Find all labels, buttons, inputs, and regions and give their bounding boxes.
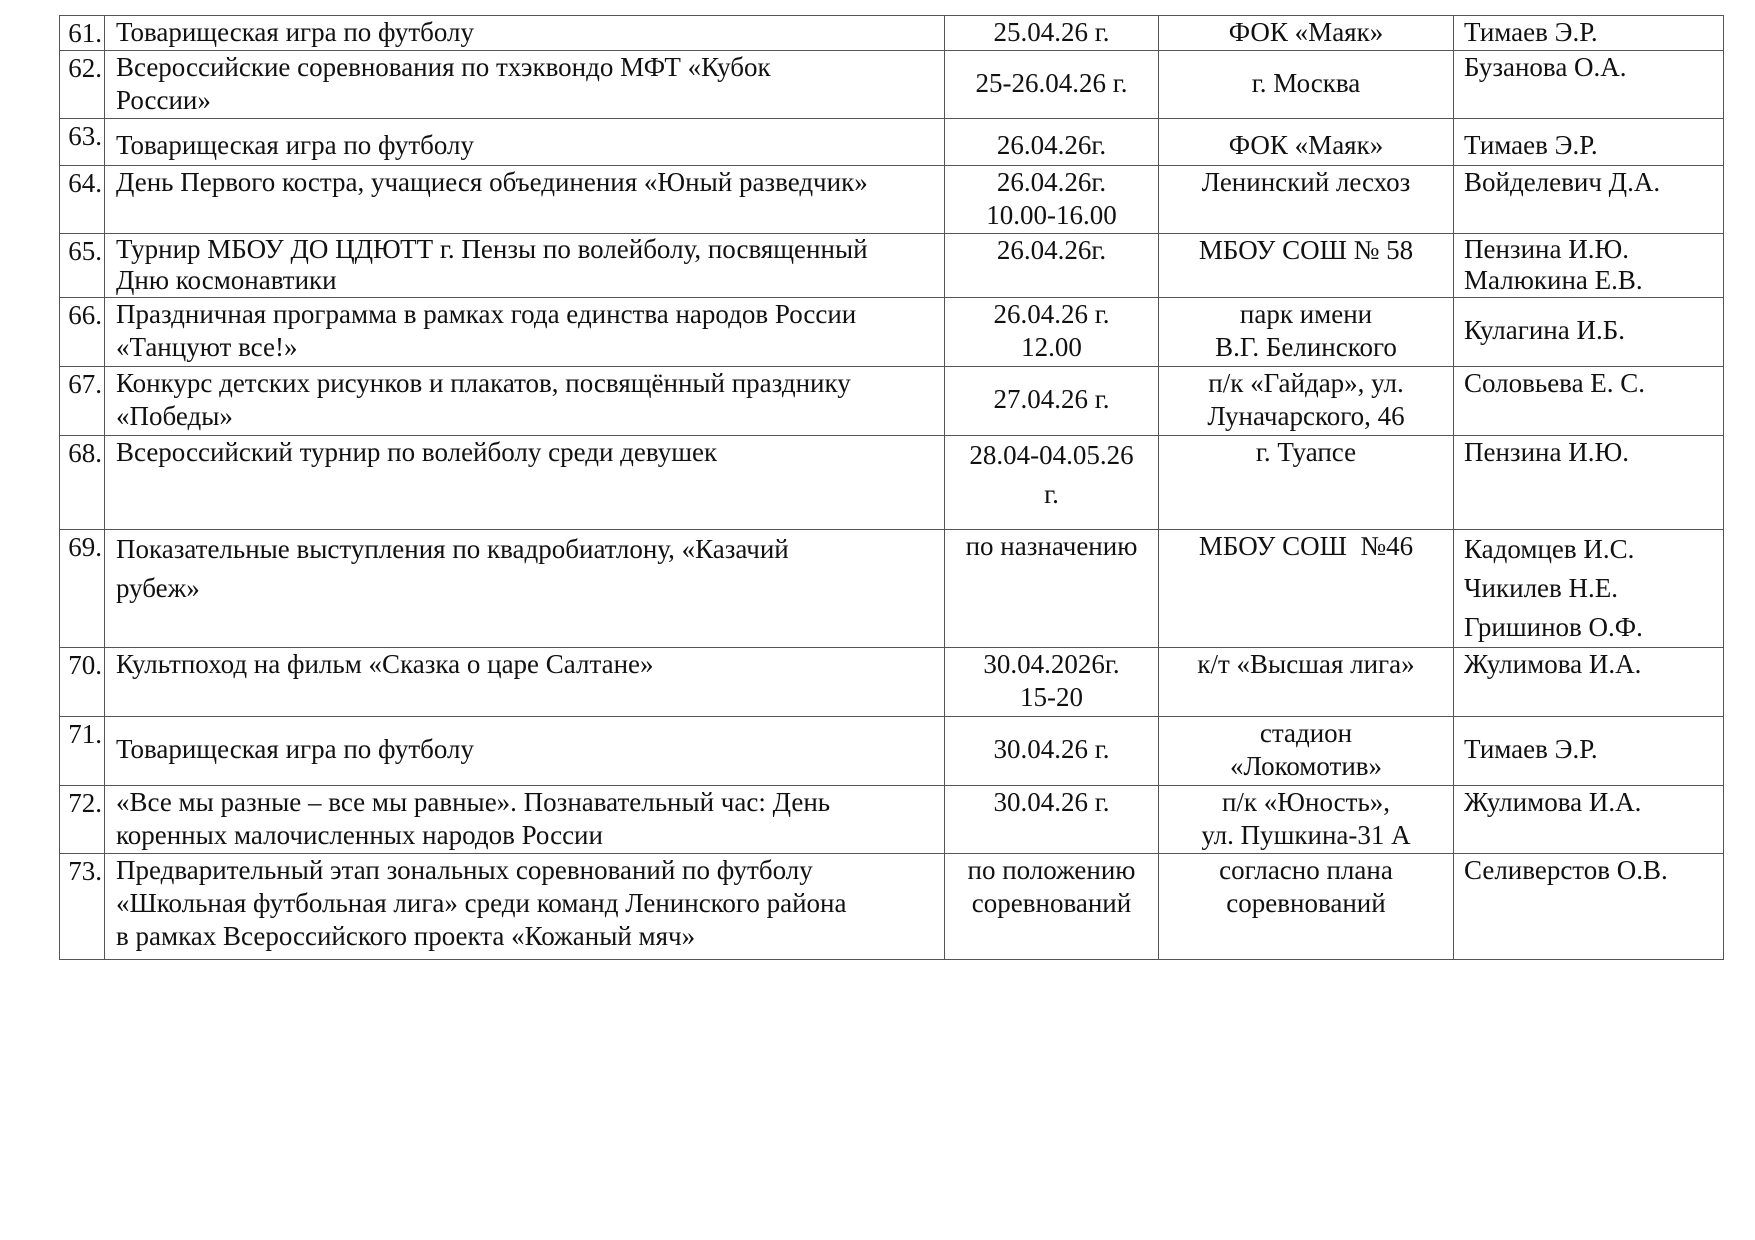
date-cell: 28.04-04.05.26 г. <box>945 436 1159 530</box>
event-cell <box>105 234 945 298</box>
responsible-cell: Соловьева Е. С. <box>1454 367 1724 436</box>
event-text: «Все мы разные – все мы равные». Познавательный час: День <box>116 787 831 817</box>
table-row <box>60 436 1724 530</box>
event-text: коренных малочисленных народов России <box>116 820 603 850</box>
place-cell: ФОК «Маяк» <box>1159 119 1454 166</box>
event-text: Конкурс детских рисунков и плакатов, посвящённый празднику <box>116 368 851 398</box>
place-cell: г. Москва <box>1159 51 1454 119</box>
date-cell: 30.04.2026г. 15-20 <box>945 648 1159 717</box>
date-cell: 26.04.26 г. 12.00 <box>945 298 1159 367</box>
event-text: рубеж» <box>116 573 200 603</box>
event-text: Товарищеская игра по футболу <box>116 17 475 47</box>
place-cell: МБОУ СОШ № 58 <box>1159 234 1454 298</box>
row-number: 67. <box>60 367 105 436</box>
row-number: 68. <box>60 436 105 530</box>
row-number: 66. <box>60 298 105 367</box>
table-row <box>60 648 1724 717</box>
place-cell: п/к «Юность», ул. Пушкина-31 А <box>1159 786 1454 854</box>
row-number: 64. <box>60 166 105 234</box>
place-cell: МБОУ СОШ №46 <box>1159 530 1454 648</box>
table-row <box>60 166 1724 234</box>
responsible-cell: Селиверстов О.В. <box>1454 854 1724 960</box>
event-cell <box>105 16 945 51</box>
responsible-cell: Кадомцев И.С. Чикилев Н.Е. Гришинов О.Ф. <box>1454 530 1724 648</box>
place-cell: п/к «Гайдар», ул. Луначарского, 46 <box>1159 367 1454 436</box>
row-number: 73. <box>60 854 105 960</box>
responsible-cell: Жулимова И.А. <box>1454 648 1724 717</box>
responsible-cell: Войделевич Д.А. <box>1454 166 1724 234</box>
event-text: Показательные выступления по квадробиатлону, «Казачий <box>116 534 789 564</box>
table-row <box>60 854 1724 960</box>
event-text: День Первого костра, учащиеся объединения «Юный разведчик» <box>116 167 868 197</box>
date-cell: 25-26.04.26 г. <box>945 51 1159 119</box>
event-text: Предварительный этап зональных соревнований по футболу <box>116 855 813 885</box>
event-text: «Танцуют все!» <box>116 332 298 362</box>
date-cell: 26.04.26г. <box>945 234 1159 298</box>
table-row <box>60 51 1724 119</box>
place-cell: г. Туапсе <box>1159 436 1454 530</box>
events-table <box>59 15 1724 960</box>
table-row <box>60 234 1724 298</box>
row-number: 71. <box>60 717 105 786</box>
date-cell: 27.04.26 г. <box>945 367 1159 436</box>
place-cell: согласно плана соревнований <box>1159 854 1454 960</box>
responsible-cell: Бузанова О.А. <box>1454 51 1724 119</box>
event-text: Всероссийский турнир по волейболу среди девушек <box>116 437 718 467</box>
responsible-cell: Тимаев Э.Р. <box>1454 16 1724 51</box>
row-number: 61. <box>60 16 105 51</box>
event-cell <box>105 530 945 648</box>
date-cell: по положению соревнований <box>945 854 1159 960</box>
event-cell <box>105 119 945 166</box>
responsible-cell: Тимаев Э.Р. <box>1454 119 1724 166</box>
event-text: Праздничная программа в рамках года единства народов России <box>116 299 857 329</box>
date-cell: 30.04.26 г. <box>945 786 1159 854</box>
responsible-cell: Жулимова И.А. <box>1454 786 1724 854</box>
table-row <box>60 786 1724 854</box>
event-text: Дню космонавтики <box>116 265 337 295</box>
responsible-cell: Кулагина И.Б. <box>1454 298 1724 367</box>
place-cell: ФОК «Маяк» <box>1159 16 1454 51</box>
place-cell: Ленинский лесхоз <box>1159 166 1454 234</box>
event-text: Товарищеская игра по футболу <box>116 130 475 160</box>
event-text: «Победы» <box>116 401 233 431</box>
table-row <box>60 530 1724 648</box>
responsible-cell: Пензина И.Ю. <box>1454 436 1724 530</box>
row-number: 72. <box>60 786 105 854</box>
row-number: 63. <box>60 119 105 166</box>
event-cell <box>105 298 945 367</box>
event-cell <box>105 717 945 786</box>
place-cell: стадион «Локомотив» <box>1159 717 1454 786</box>
row-number: 62. <box>60 51 105 119</box>
date-cell: 26.04.26г. <box>945 119 1159 166</box>
event-cell <box>105 786 945 854</box>
row-number: 65. <box>60 234 105 298</box>
event-cell <box>105 854 945 960</box>
date-cell: по назначению <box>945 530 1159 648</box>
table-row <box>60 16 1724 51</box>
event-text: «Школьная футбольная лига» среди команд Ленинского района <box>116 888 847 918</box>
event-cell <box>105 166 945 234</box>
event-cell <box>105 367 945 436</box>
responsible-cell: Тимаев Э.Р. <box>1454 717 1724 786</box>
date-cell: 25.04.26 г. <box>945 16 1159 51</box>
event-text: России» <box>116 85 211 115</box>
event-text: Культпоход на фильм «Сказка о царе Салтане» <box>116 649 654 679</box>
table-row <box>60 717 1724 786</box>
event-text: Турнир МБОУ ДО ЦДЮТТ г. Пензы по волейболу, посвященный <box>116 234 868 264</box>
event-text: Товарищеская игра по футболу <box>116 734 475 764</box>
event-cell <box>105 436 945 530</box>
event-cell <box>105 51 945 119</box>
row-number: 69. <box>60 530 105 648</box>
row-number: 70. <box>60 648 105 717</box>
place-cell: парк имени В.Г. Белинского <box>1159 298 1454 367</box>
responsible-cell: Пензина И.Ю. Малюкина Е.В. <box>1454 234 1724 298</box>
event-text: в рамках Всероссийского проекта «Кожаный мяч» <box>116 921 696 951</box>
date-cell: 26.04.26г. 10.00-16.00 <box>945 166 1159 234</box>
table-row <box>60 298 1724 367</box>
table-row <box>60 119 1724 166</box>
table-row <box>60 367 1724 436</box>
event-cell <box>105 648 945 717</box>
place-cell: к/т «Высшая лига» <box>1159 648 1454 717</box>
event-text: Всероссийские соревнования по тхэквондо МФТ «Кубок <box>116 52 771 82</box>
date-cell: 30.04.26 г. <box>945 717 1159 786</box>
